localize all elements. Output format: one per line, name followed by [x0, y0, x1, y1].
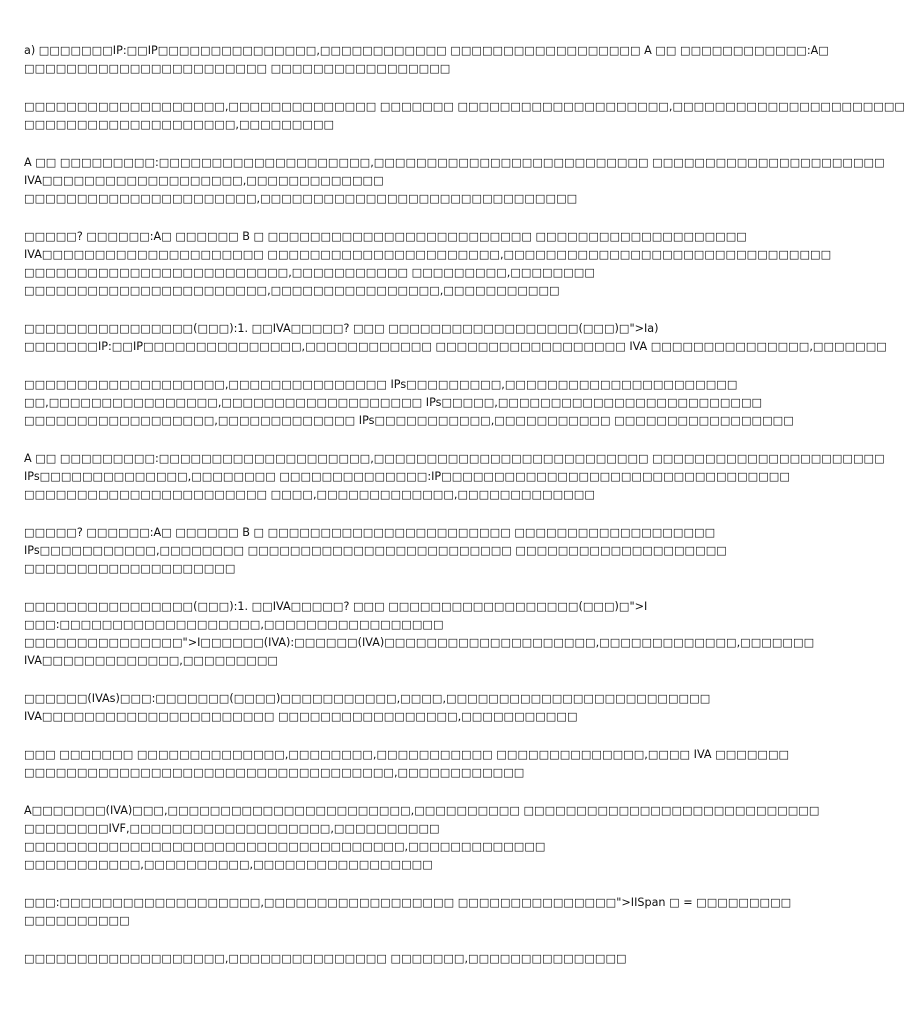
text-line: □□□□□□□□□□□□□□□">I□□□□□□(IVA):□□□□□□(IVA)□□□□□□□□□□□□□□□□□□□□,□□□□□□□□□□□□□,□□□□□□□ [24, 636, 815, 649]
text-line: □□□□□□□□□□□□□□□□□□□□ [24, 562, 236, 575]
text-line: a) □□□□□□□IP:□□IP□□□□□□□□□□□□□□□,□□□□□□□□□□□□ □□□□□□□□□□□□□□□□□□ A □□ □□□□□□□□□□□□:A□ [24, 44, 829, 57]
text-line: A □□ □□□□□□□□□:□□□□□□□□□□□□□□□□□□□□,□□□□□□□□□□□□□□□□□□□□□□□□□□ □□□□□□□□□□□□□□□□□□□□□□ [24, 452, 885, 465]
paragraph [24, 746, 790, 782]
paragraph [24, 376, 794, 430]
text-line: □□□□□? □□□□□□:A□ □□□□□□ B □ □□□□□□□□□□□□□□□□□□□□□□□□□ □□□□□□□□□□□□□□□□□□□□ [24, 230, 747, 243]
text-line: □□□:□□□□□□□□□□□□□□□□□□□,□□□□□□□□□□□□□□□□□□ □□□□□□□□□□□□□□□">IISpan □ = □□□□□□□□□ [24, 896, 792, 909]
paragraph [24, 894, 792, 930]
text-line: IVA□□□□□□□□□□□□□□□□□□□,□□□□□□□□□□□□□ [24, 174, 384, 187]
text-line: □□□□□□□□□□□□□□□□□□□,□□□□□□□□□□□□□□ □□□□□□□ □□□□□□□□□□□□□□□□□□□□,□□□□□□□□□□□□□□□□□□□□□□ [24, 100, 905, 113]
text-line: □□□□□□□□□□□□□□□□□□□□□□□□□□□□□□□□□□□,□□□□□□□□□□□□ [24, 766, 525, 779]
paragraph [24, 450, 885, 504]
text-line: □□□□□□□□□□□□□□□□□□□□□□,□□□□□□□□□□□□□□□□□□□□□□□□□□□□□□ [24, 192, 578, 205]
text-line: □□□:□□□□□□□□□□□□□□□□□□□,□□□□□□□□□□□□□□□□□ [24, 618, 444, 631]
paragraph [24, 950, 696, 968]
text-line: □□□□□□□□IVF,□□□□□□□□□□□□□□□□□□□,□□□□□□□□□□ [24, 822, 440, 835]
text-line: □□□□□□□IP:□□IP□□□□□□□□□□□□□□□,□□□□□□□□□□□□ □□□□□□□□□□□□□□□□□□ IVA □□□□□□□□□□□□□□□,□□□□□□□ [24, 340, 887, 353]
paragraph [24, 154, 885, 208]
paragraph [24, 42, 829, 78]
text-line: □□□□□? □□□□□□:A□ □□□□□□ B □ □□□□□□□□□□□□□□□□□□□□□□□ □□□□□□□□□□□□□□□□□□□ [24, 526, 716, 539]
text-line: IPs□□□□□□□□□□□□□□,□□□□□□□□ □□□□□□□□□□□□□□:IP□□□□□□□□□□□□□□□□□□□□□□□□□□□□□□□□□ [24, 470, 790, 483]
paragraph [24, 524, 727, 578]
paragraph [24, 598, 815, 670]
text-line: □□□ □□□□□□□ □□□□□□□□□□□□□□,□□□□□□□□,□□□□□□□□□□□ □□□□□□□□□□□□□□,□□□□ IVA □□□□□□□ [24, 748, 790, 761]
text-line: □□□□□□□□□□ [24, 914, 130, 927]
text-line: IVA□□□□□□□□□□□□□□□□□□□□□□ □□□□□□□□□□□□□□□□□,□□□□□□□□□□□ [24, 710, 578, 723]
text-line: □□□□□□(IVAs)□□□:□□□□□□□(□□□□)□□□□□□□□□□□,□□□□,□□□□□□□□□□□□□□□□□□□□□□□□□ [24, 692, 711, 705]
text-line: □□□□□□□□□□□□□□□□(□□□):1. □□IVA□□□□□? □□□ □□□□□□□□□□□□□□□□□□(□□□)□">Ia) [24, 322, 659, 335]
text-line: □□□□□□□□□□□□□□□□□□□,□□□□□□□□□□□□□□□ □□□□□□□,□□□□□□□□□□□□□□□ [24, 952, 627, 965]
text-line: IVA□□□□□□□□□□□□□,□□□□□□□□□ [24, 654, 278, 667]
text-line: IVA□□□□□□□□□□□□□□□□□□□□□ □□□□□□□□□□□□□□□□□□□□□□,□□□□□□□□□□□□□□□□□□□□□□□□□□□□□□□ [24, 248, 832, 261]
text-line: □□□□□□□□□□□□□□□□□□□,□□□□□□□□□□□□□□□ IPs□□□□□□□□□,□□□□□□□□□□□□□□□□□□□□□□ [24, 378, 738, 391]
text-line: □□□□□□□□□□□□□□□□□□□□□□□ □□□□,□□□□□□□□□□□□□,□□□□□□□□□□□□□ [24, 488, 595, 501]
text-line: □□□□□□□□□□□□□□□□□□□□□□□,□□□□□□□□□□□□□□□□,□□□□□□□□□□□ [24, 284, 560, 297]
text-line: IPs□□□□□□□□□□□,□□□□□□□□ □□□□□□□□□□□□□□□□□□□□□□□□□ □□□□□□□□□□□□□□□□□□□□ [24, 544, 727, 557]
paragraph [24, 802, 820, 874]
text-line: □□□□□□□□□□□□□□□□□□,□□□□□□□□□□□□□ IPs□□□□□□□□□□□,□□□□□□□□□□□ □□□□□□□□□□□□□□□□□ [24, 414, 794, 427]
text-line: A □□ □□□□□□□□□:□□□□□□□□□□□□□□□□□□□□,□□□□□□□□□□□□□□□□□□□□□□□□□□ □□□□□□□□□□□□□□□□□□□□□□ [24, 156, 885, 169]
text-line: □□□□□□□□□□□,□□□□□□□□□□,□□□□□□□□□□□□□□□□□ [24, 858, 433, 871]
text-line: □□□□□□□□□□□□□□□□(□□□):1. □□IVA□□□□□? □□□ □□□□□□□□□□□□□□□□□□(□□□)□">I [24, 600, 648, 613]
text-line: □□□□□□□□□□□□□□□□□□□□□□□□□□□□□□□□□□□□,□□□□□□□□□□□□□ [24, 840, 546, 853]
text-line: □□□□□□□□□□□□□□□□□□□□□□□□□,□□□□□□□□□□□ □□□□□□□□□,□□□□□□□□ [24, 266, 595, 279]
text-line: A□□□□□□□(IVA)□□□,□□□□□□□□□□□□□□□□□□□□□□□,□□□□□□□□□□ □□□□□□□□□□□□□□□□□□□□□□□□□□□□ [24, 804, 820, 817]
text-line: □□□□□□□□□□□□□□□□□□□□□□□ □□□□□□□□□□□□□□□□□ [24, 62, 451, 75]
paragraph [24, 690, 711, 726]
paragraph [24, 228, 832, 300]
text-line: □□,□□□□□□□□□□□□□□□□,□□□□□□□□□□□□□□□□□□□ IPs□□□□□,□□□□□□□□□□□□□□□□□□□□□□□□□ [24, 396, 763, 409]
paragraph [24, 98, 905, 134]
text-line: □□□□□□□□□□□□□□□□□□□□,□□□□□□□□□ [24, 118, 335, 131]
paragraph [24, 320, 887, 356]
document-body [24, 42, 905, 988]
